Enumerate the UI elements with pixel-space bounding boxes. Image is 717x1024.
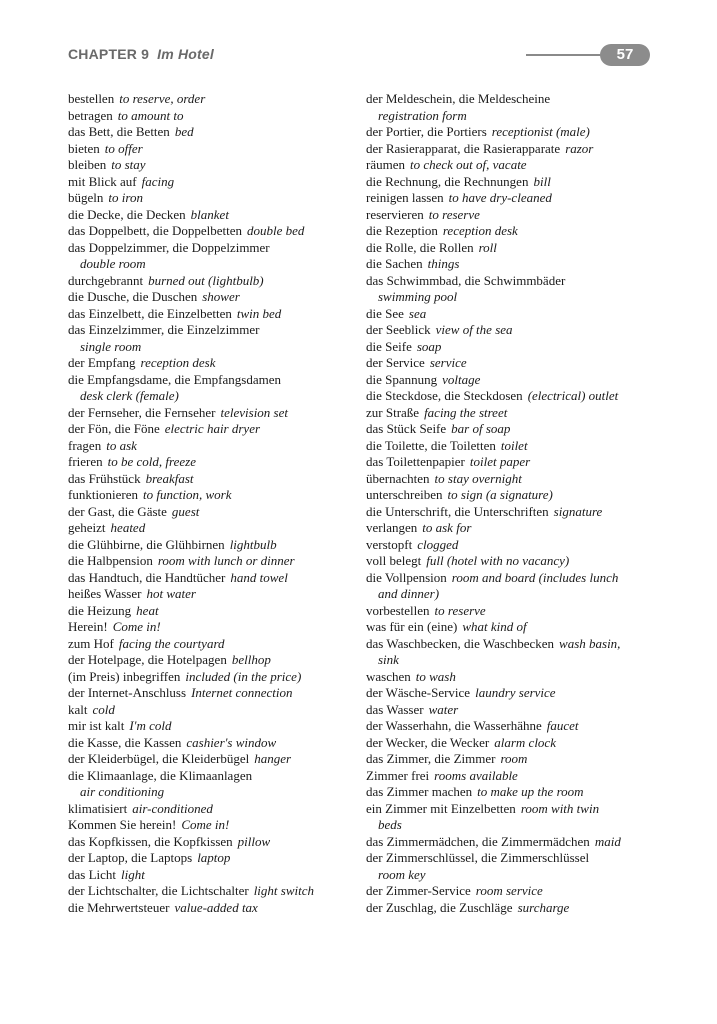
vocabulary-entry — [68, 702, 358, 719]
vocabulary-entry — [366, 537, 666, 554]
german-term: unterschreiben — [366, 487, 443, 502]
german-term: der Internet-Anschluss — [68, 685, 187, 700]
english-translation: soap — [416, 338, 442, 354]
vocabulary-entry — [68, 124, 358, 141]
german-term: bieten — [68, 140, 100, 156]
german-term: das Doppelzimmer, die Doppelzimmer — [68, 239, 270, 255]
german-term: das Handtuch, die Handtücher — [68, 569, 226, 585]
german-term: die Glühbirne, die Glühbirnen — [68, 536, 225, 552]
english-translation: (electrical) outlet — [527, 388, 619, 403]
vocabulary-entry — [68, 322, 358, 355]
english-translation: burned out (lightbulb) — [148, 272, 264, 288]
running-header — [68, 44, 650, 68]
vocabulary-entry — [68, 718, 358, 735]
german-term: voll belegt — [366, 553, 422, 568]
english-translation: to offer — [104, 140, 143, 156]
english-translation: hot water — [146, 586, 196, 601]
english-translation: I'm cold — [129, 718, 172, 733]
english-translation: to ask — [106, 437, 137, 453]
vocabulary-entry — [68, 652, 358, 669]
english-translation: electric hair dryer — [164, 421, 261, 436]
english-translation: heat — [136, 602, 159, 618]
english-translation: television set — [220, 404, 288, 420]
english-translation: room with twin — [520, 800, 600, 816]
vocabulary-entry — [366, 784, 666, 801]
german-term: das Toilettenpapier — [366, 454, 465, 469]
english-translation: lightbulb — [229, 536, 277, 552]
english-translation: room — [500, 751, 528, 766]
english-translation: hanger — [254, 751, 292, 766]
english-translation: laptop — [197, 850, 231, 865]
english-translation: to sign (a signature) — [447, 487, 553, 502]
vocabulary-entry — [366, 619, 666, 636]
vocabulary-entry — [68, 735, 358, 752]
english-translation: facing the street — [424, 404, 508, 420]
english-translation: to ask for — [422, 520, 472, 535]
english-translation: Internet connection — [191, 685, 293, 700]
vocabulary-entry — [366, 801, 666, 834]
english-translation: bar of soap — [451, 421, 511, 436]
vocabulary-column-left — [68, 91, 358, 916]
german-term: die Sachen — [366, 256, 423, 271]
german-term: reservieren — [366, 206, 424, 222]
english-translation: to reserve, order — [119, 91, 206, 106]
vocabulary-entry — [366, 553, 666, 570]
english-translation-continued: and dinner) — [378, 586, 440, 601]
english-translation: cashier's window — [186, 734, 277, 750]
vocabulary-entry — [68, 421, 358, 438]
english-translation: to reserve — [434, 602, 486, 618]
german-term: der Rasierapparat, die Rasierapparate — [366, 140, 561, 156]
english-translation: to stay overnight — [434, 470, 522, 486]
german-term: der Zuschlag, die Zuschläge — [366, 899, 513, 915]
english-translation: surcharge — [517, 899, 570, 915]
german-term: das Zimmer machen — [366, 784, 473, 799]
german-term: vorbestellen — [366, 602, 430, 618]
english-translation: view of the sea — [435, 322, 513, 337]
english-translation: reception desk — [442, 223, 518, 238]
german-term: die Mehrwertsteuer — [68, 899, 170, 915]
german-term: die Unterschrift, die Unterschriften — [366, 503, 549, 519]
vocabulary-entry — [68, 223, 358, 240]
german-term: zum Hof — [68, 635, 114, 651]
german-term: geheizt — [68, 520, 106, 535]
german-term: die Dusche, die Duschen — [68, 289, 198, 304]
english-translation: Come in! — [181, 817, 230, 832]
english-translation: bill — [533, 173, 551, 189]
vocabulary-entry — [68, 487, 358, 504]
english-translation: wash basin, — [559, 635, 621, 651]
vocabulary-entry — [366, 141, 666, 158]
vocabulary-entry — [366, 685, 666, 702]
german-term: mit Blick auf — [68, 173, 137, 189]
vocabulary-entry — [366, 520, 666, 537]
vocabulary-entry — [366, 240, 666, 257]
vocabulary-entry — [366, 207, 666, 224]
vocabulary-entry — [366, 504, 666, 521]
vocabulary-entry — [366, 372, 666, 389]
vocabulary-entry — [366, 124, 666, 141]
english-translation: razor — [565, 140, 594, 156]
english-translation: alarm clock — [494, 734, 556, 750]
vocabulary-entry — [366, 322, 666, 339]
vocabulary-entry — [68, 504, 358, 521]
vocabulary-entry — [68, 685, 358, 702]
german-term: die Empfangsdame, die Empfangsdamen — [68, 371, 281, 387]
english-translation: hand towel — [230, 569, 288, 585]
vocabulary-column-right — [366, 91, 666, 916]
vocabulary-entry — [68, 603, 358, 620]
vocabulary-entry — [68, 240, 358, 273]
german-term: der Wäsche-Service — [366, 685, 471, 700]
vocabulary-entry — [366, 157, 666, 174]
german-term: das Kopfkissen, die Kopfkissen — [68, 833, 233, 849]
vocabulary-entry — [68, 157, 358, 174]
english-translation: facing — [141, 173, 175, 189]
english-translation: light switch — [253, 883, 314, 898]
english-translation: clogged — [417, 536, 459, 552]
german-term: betragen — [68, 107, 113, 123]
english-translation: faucet — [546, 718, 579, 733]
english-translation: signature — [553, 503, 603, 519]
chapter-title: Im Hotel — [157, 46, 214, 62]
chapter-number: CHAPTER 9 — [68, 46, 150, 62]
german-term: das Doppelbett, die Doppelbetten — [68, 223, 243, 238]
english-translation: facing the courtyard — [118, 635, 225, 651]
vocabulary-entry — [366, 768, 666, 785]
english-translation: Come in! — [112, 619, 161, 634]
german-term: übernachten — [366, 470, 430, 486]
german-term: das Wasser — [366, 701, 424, 717]
vocabulary-entry — [68, 867, 358, 884]
german-term: frieren — [68, 454, 103, 469]
english-translation: twin bed — [236, 305, 282, 321]
german-term: der Seeblick — [366, 322, 431, 337]
vocabulary-entry — [366, 471, 666, 488]
vocabulary-entry — [68, 438, 358, 455]
german-term: ein Zimmer mit Einzelbetten — [366, 800, 516, 816]
english-translation: service — [429, 355, 467, 370]
vocabulary-entry — [68, 834, 358, 851]
german-term: das Waschbecken, die Waschbecken — [366, 635, 555, 651]
vocabulary-entry — [366, 454, 666, 471]
german-term: heißes Wasser — [68, 586, 142, 601]
english-translation: cold — [92, 701, 115, 717]
vocabulary-entry — [68, 669, 358, 686]
vocabulary-entry — [366, 256, 666, 273]
german-term: reinigen lassen — [366, 190, 444, 205]
german-term: der Service — [366, 355, 425, 370]
german-term: Kommen Sie herein! — [68, 817, 177, 832]
english-translation: roll — [478, 239, 497, 255]
english-translation: desk clerk (female) — [80, 388, 179, 403]
german-term: (im Preis) inbegriffen — [68, 668, 181, 684]
german-term: das Zimmermädchen, die Zimmermädchen — [366, 833, 590, 849]
german-term: der Laptop, die Laptops — [68, 850, 193, 865]
english-translation: air conditioning — [80, 784, 165, 799]
german-term: die Vollpension — [366, 569, 447, 585]
english-translation-continued: sink — [378, 652, 399, 667]
vocabulary-entry — [366, 834, 666, 851]
english-translation: bellhop — [231, 652, 271, 667]
vocabulary-entry — [366, 421, 666, 438]
english-translation: room service — [475, 883, 543, 898]
german-term: das Einzelzimmer, die Einzelzimmer — [68, 322, 260, 337]
vocabulary-entry — [366, 405, 666, 422]
german-term: waschen — [366, 668, 411, 684]
english-translation: toilet — [500, 437, 528, 453]
english-translation: toilet paper — [469, 454, 531, 469]
english-translation: voltage — [442, 371, 481, 387]
vocabulary-entry — [366, 487, 666, 504]
chapter-heading — [68, 46, 214, 62]
vocabulary-entry — [68, 801, 358, 818]
german-term: mir ist kalt — [68, 718, 125, 733]
vocabulary-entry — [366, 306, 666, 323]
english-translation: single room — [80, 338, 142, 354]
german-term: verlangen — [366, 520, 418, 535]
english-translation: bed — [174, 124, 194, 139]
english-translation: laundry service — [475, 685, 556, 700]
vocabulary-entry — [366, 850, 666, 883]
german-term: räumen — [366, 157, 405, 172]
english-translation: swimming pool — [378, 289, 458, 304]
vocabulary-entry — [366, 174, 666, 191]
english-translation: reception desk — [140, 355, 216, 370]
english-translation: to make up the room — [477, 784, 584, 799]
vocabulary-entry — [68, 553, 358, 570]
german-term: die Heizung — [68, 602, 132, 618]
german-term: die Rolle, die Rollen — [366, 239, 474, 255]
english-translation: receptionist (male) — [491, 124, 590, 139]
vocabulary-entry — [68, 372, 358, 405]
german-term: verstopft — [366, 536, 413, 552]
german-term: die Rechnung, die Rechnungen — [366, 173, 529, 189]
english-translation: what kind of — [462, 619, 527, 634]
vocabulary-entry — [366, 273, 666, 306]
vocabulary-entry — [68, 471, 358, 488]
german-term: der Wasserhahn, die Wasserhähne — [366, 718, 542, 733]
vocabulary-entry — [68, 190, 358, 207]
vocabulary-entry — [366, 91, 666, 124]
english-translation: heated — [110, 520, 146, 535]
english-translation: to have dry-cleaned — [448, 190, 552, 205]
vocabulary-entry — [68, 141, 358, 158]
german-term: der Empfang — [68, 355, 136, 370]
english-translation: breakfast — [145, 470, 194, 486]
page-number-badge: 57 — [600, 44, 650, 66]
vocabulary-entry — [68, 207, 358, 224]
vocabulary-entry — [366, 900, 666, 917]
german-term: durchgebrannt — [68, 272, 144, 288]
english-translation: pillow — [237, 833, 271, 849]
german-term: der Hotelpage, die Hotelpagen — [68, 652, 227, 667]
english-translation: to check out of, vacate — [409, 157, 527, 172]
vocabulary-entry — [366, 603, 666, 620]
english-translation: to function, work — [143, 487, 232, 502]
english-translation: double bed — [247, 223, 305, 238]
english-translation: light — [121, 866, 145, 882]
vocabulary-entry — [68, 273, 358, 290]
english-translation: shower — [202, 289, 240, 304]
vocabulary-entry — [366, 702, 666, 719]
german-term: die Decke, die Decken — [68, 206, 186, 222]
vocabulary-entry — [68, 289, 358, 306]
english-translation: to amount to — [117, 107, 184, 123]
vocabulary-entry — [68, 768, 358, 801]
english-translation: registration form — [378, 107, 467, 123]
vocabulary-entry — [366, 669, 666, 686]
english-translation: guest — [171, 503, 200, 519]
english-translation: room with lunch or dinner — [157, 553, 295, 568]
vocabulary-entry — [366, 883, 666, 900]
vocabulary-entry — [366, 751, 666, 768]
english-translation: rooms available — [434, 767, 518, 783]
english-translation: value-added tax — [174, 899, 258, 915]
english-translation: to reserve — [428, 206, 480, 222]
vocabulary-entry — [366, 388, 666, 405]
vocabulary-entry — [68, 108, 358, 125]
german-term: das Bett, die Betten — [68, 124, 170, 139]
german-term: fragen — [68, 437, 102, 453]
vocabulary-entry — [68, 520, 358, 537]
english-translation: room key — [378, 866, 426, 882]
german-term: der Meldeschein, die Meldescheine — [366, 91, 551, 106]
english-translation: to be cold, freeze — [107, 454, 196, 469]
german-term: die Rezeption — [366, 223, 438, 238]
vocabulary-entry — [68, 454, 358, 471]
vocabulary-entry — [68, 174, 358, 191]
vocabulary-entry — [366, 355, 666, 372]
german-term: das Frühstück — [68, 470, 141, 486]
german-term: die Halbpension — [68, 553, 153, 568]
german-term: der Gast, die Gäste — [68, 503, 167, 519]
english-translation: double room — [80, 256, 146, 271]
vocabulary-entry — [366, 223, 666, 240]
vocabulary-entry — [366, 570, 666, 603]
english-translation: to iron — [108, 190, 143, 205]
vocabulary-entry — [366, 438, 666, 455]
english-translation: sea — [408, 305, 427, 321]
english-translation: included (in the price) — [185, 668, 302, 684]
english-translation: things — [427, 256, 460, 271]
german-term: das Licht — [68, 866, 117, 882]
vocabulary-entry — [68, 636, 358, 653]
vocabulary-entry — [68, 570, 358, 587]
german-term: die Seife — [366, 338, 412, 354]
german-term: der Fernseher, die Fernseher — [68, 404, 216, 420]
german-term: der Lichtschalter, die Lichtschalter — [68, 883, 249, 898]
vocabulary-entry — [366, 718, 666, 735]
english-translation: room and board (includes lunch — [451, 569, 619, 585]
vocabulary-entry — [68, 900, 358, 917]
english-translation: full (hotel with no vacancy) — [426, 553, 570, 568]
german-term: die Spannung — [366, 371, 438, 387]
german-term: funktionieren — [68, 487, 139, 502]
english-translation: water — [428, 701, 459, 717]
vocabulary-entry — [366, 636, 666, 669]
vocabulary-entry — [68, 306, 358, 323]
vocabulary-entry — [68, 850, 358, 867]
german-term: die Klimaanlage, die Klimaanlagen — [68, 767, 253, 783]
german-term: das Stück Seife — [366, 421, 447, 436]
english-translation-continued: beds — [378, 817, 402, 832]
german-term: bügeln — [68, 190, 104, 205]
german-term: die See — [366, 305, 404, 321]
vocabulary-entry — [68, 751, 358, 768]
german-term: das Schwimmbad, die Schwimmbäder — [366, 272, 566, 288]
german-term: bestellen — [68, 91, 115, 106]
vocabulary-entry — [366, 735, 666, 752]
english-translation: maid — [594, 833, 621, 849]
vocabulary-entry — [68, 355, 358, 372]
english-translation: air-conditioned — [132, 800, 213, 816]
german-term: die Kasse, die Kassen — [68, 734, 182, 750]
german-term: der Fön, die Föne — [68, 421, 160, 436]
german-term: der Zimmer-Service — [366, 883, 471, 898]
english-translation: to stay — [111, 157, 146, 172]
vocabulary-entry — [68, 817, 358, 834]
german-term: der Wecker, die Wecker — [366, 734, 490, 750]
german-term: kalt — [68, 701, 88, 717]
german-term: das Zimmer, die Zimmer — [366, 751, 496, 766]
vocabulary-entry — [68, 586, 358, 603]
german-term: was für ein (eine) — [366, 619, 458, 634]
german-term: klimatisiert — [68, 800, 128, 816]
vocabulary-entry — [68, 91, 358, 108]
german-term: Herein! — [68, 619, 108, 634]
german-term: bleiben — [68, 157, 107, 172]
english-translation: blanket — [190, 206, 229, 222]
vocabulary-entry — [68, 537, 358, 554]
german-term: die Toilette, die Toiletten — [366, 437, 496, 453]
german-term: die Steckdose, die Steckdosen — [366, 388, 523, 403]
english-translation: to wash — [415, 668, 456, 684]
vocabulary-entry — [68, 405, 358, 422]
german-term: der Zimmerschlüssel, die Zimmerschlüssel — [366, 850, 590, 865]
vocabulary-entry — [68, 883, 358, 900]
german-term: der Portier, die Portiers — [366, 124, 487, 139]
vocabulary-entry — [68, 619, 358, 636]
german-term: Zimmer frei — [366, 767, 430, 783]
vocabulary-entry — [366, 339, 666, 356]
german-term: der Kleiderbügel, die Kleiderbügel — [68, 751, 250, 766]
german-term: das Einzelbett, die Einzelbetten — [68, 305, 232, 321]
german-term: zur Straße — [366, 404, 420, 420]
vocabulary-entry — [366, 190, 666, 207]
